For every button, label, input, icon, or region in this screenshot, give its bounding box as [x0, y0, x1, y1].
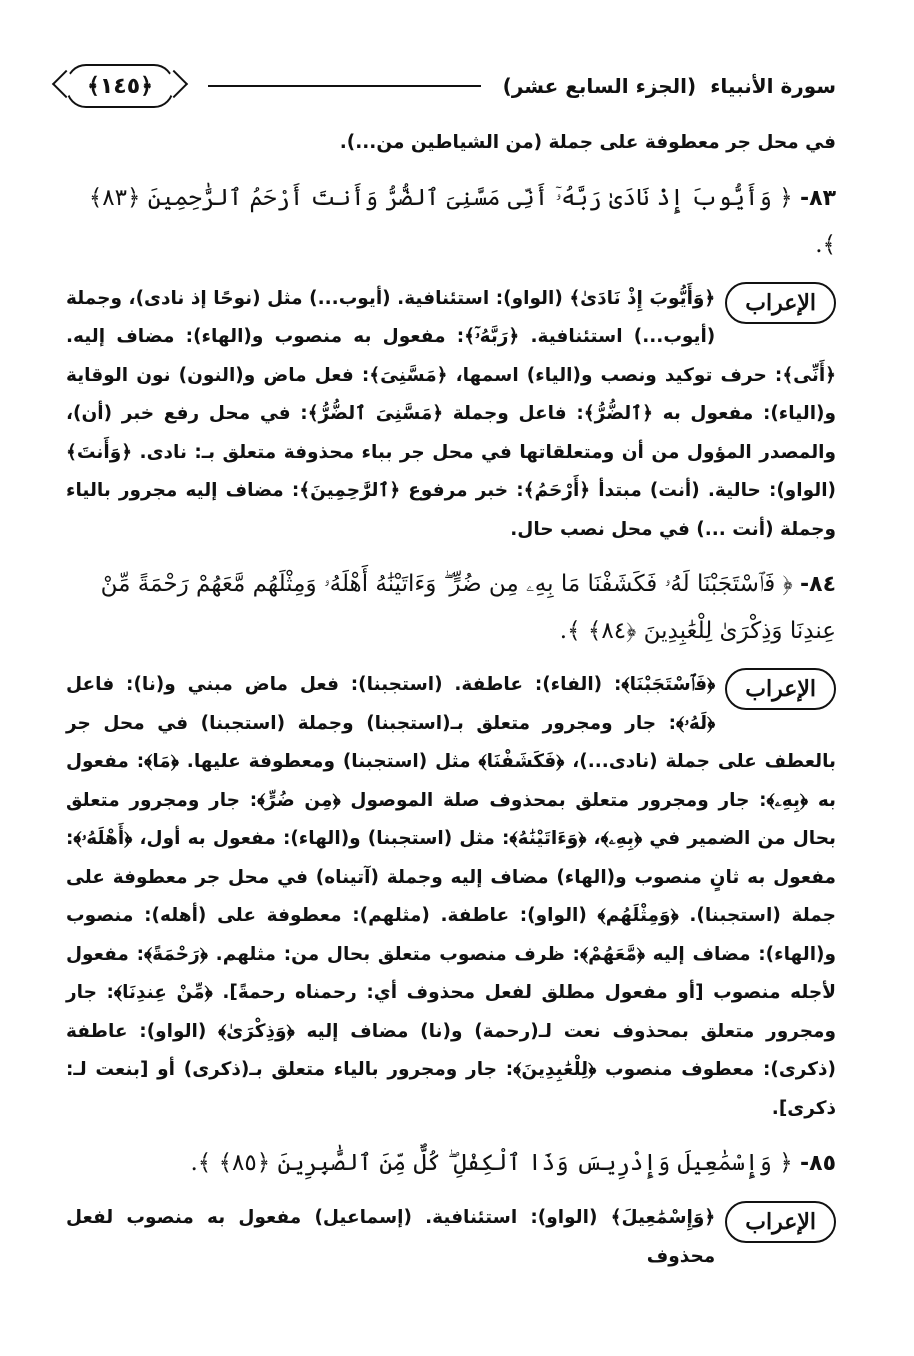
- irab-badge: الإعراب: [725, 668, 836, 710]
- verse-number: ٨٥-: [800, 1151, 836, 1176]
- verse-text: ﴿ وَأَيُّوبَ إِذْ نَادَىٰ رَبَّهُۥٓ أَنِّى مَسَّنِىَ ٱلضُّرُّ وَأَنتَ أَرْحَمُ ٱلرَّٰحِمِينَ ﴿٨٣﴾ ﴾.: [88, 184, 836, 258]
- irab-section-85: [66, 1199, 836, 1276]
- verse-number: ٨٤-: [800, 572, 836, 597]
- verse-number: ٨٣-: [800, 185, 836, 211]
- irab-section-84: [66, 666, 836, 1128]
- irab-badge: الإعراب: [725, 282, 836, 324]
- irab-badge: الإعراب: [725, 1201, 836, 1243]
- irab-text: ﴿وَأَيُّوبَ إِذْ نَادَىٰ﴾ (الواو): استئنافية. (أيوب...) مثل (نوحًا إذ نادى)، وجملة (أيوب...) استئنافية. ﴿رَبَّهُۥٓ﴾: مفعول به منصوب و(الهاء): مضاف إليه. ﴿أَنِّى﴾: حرف توكيد ونصب و(الياء) اسمها، ﴿مَسَّنِىَ﴾: فعل ماض و(النون) نون الوقاية و(الياء): مفعول به ﴿ٱلضُّرُّ﴾: فاعل وجملة ﴿مَسَّنِىَ ٱلضُّرُّ﴾: في محل رفع خبر (أن)، والمصدر المؤول من أن ومتعلقاتها في محل جر بباء محذوفة متعلق بـ: نادى. ﴿وَأَنتَ﴾ (الواو): حالية. (أنت) مبتدأ ﴿أَرْحَمُ﴾: خبر مرفوع ﴿ٱلرَّٰحِمِينَ﴾: مضاف إليه مجرور بالياء وجملة (أنت ...) في محل نصب حال.: [66, 287, 836, 540]
- verse-85: [66, 1140, 836, 1187]
- verse-83: [66, 175, 836, 268]
- irab-text: ﴿فَٱسْتَجَبْنَا﴾: (الفاء): عاطفة. (استجبنا): فعل ماض مبني و(نا): فاعل ﴿لَهُۥ﴾: جار ومجرور متعلق بـ(استجبنا) وجملة (استجبنا) في محل جر بالعطف على جملة (نادى...)، ﴿فَكَشَفْنَا﴾ مثل (استجبنا) ومعطوفة عليها. ﴿مَا﴾: مفعول به ﴿بِهِۦ﴾: جار ومجرور متعلق بمحذوف صلة الموصول ﴿مِن ضُرٍّ﴾: جار ومجرور متعلق بحال من الضمير في ﴿بِهِۦ﴾، ﴿وَءَاتَيْنَٰهُ﴾: مثل (استجبنا) و(الهاء): مفعول به أول، ﴿أَهْلَهُۥ﴾: مفعول به ثانٍ منصوب و(الهاء) مضاف إليه وجملة (آتيناه) في محل جر معطوفة على جملة (استجبنا). ﴿وَمِثْلَهُم﴾ (الواو): عاطفة. (مثلهم): معطوفة على (أهله): منصوب و(الهاء): مضاف إليه ﴿مَّعَهُمْ﴾: ظرف منصوب متعلق بحال من: مثلهم. ﴿رَحْمَةً﴾: مفعول لأجله منصوب [أو مفعول مطلق لفعل محذوف أي: رحمناه رحمةً]. ﴿مِّنْ عِندِنَا﴾: جار ومجرور متعلق بمحذوف نعت لـ(رحمة) و(نا) مضاف إليه ﴿وَذِكْرَىٰ﴾ (الواو): عاطفة (ذكرى): معطوف منصوب ﴿لِلْعَٰبِدِينَ﴾: جار ومجرور بالياء متعلق بـ(ذكرى) أو [بنعت لـ: ذكرى].: [66, 674, 836, 1119]
- header-rule: [208, 85, 481, 87]
- irab-section-83: [66, 280, 836, 550]
- surah-title: سورة الأنبياء: [710, 74, 836, 98]
- page-header: [66, 54, 836, 118]
- verse-text: ﴿ فَٱسْتَجَبْنَا لَهُۥ فَكَشَفْنَا مَا بِهِۦ مِن ضُرٍّ ۖ وَءَاتَيْنَٰهُ أَهْلَهُۥ وَمِثْلَهُم مَّعَهُمْ رَحْمَةً مِّنْ عِندِنَا وَذِكْرَىٰ لِلْعَٰبِدِينَ ﴿٨٤﴾ ﴾.: [100, 571, 836, 644]
- intro-paragraph: في محل جر معطوفة على جملة (من الشياطين من...).: [339, 132, 836, 153]
- irab-text: ﴿وَإِسْمَٰعِيلَ﴾ (الواو): استئنافية. (إسماعيل) مفعول به منصوب لفعل محذوف: [66, 1207, 716, 1267]
- verse-84: [66, 561, 836, 654]
- juz-label: (الجزء السابع عشر): [502, 74, 697, 98]
- verse-text: ﴿ وَإِسْمَٰعِيلَ وَإِدْرِيسَ وَذَا ٱلْكِفْلِ ۖ كُلٌّ مِّنَ ٱلصَّٰبِرِينَ ﴿٨٥﴾ ﴾.: [190, 1150, 793, 1176]
- page-number: ﴿١٤٥﴾: [86, 73, 154, 99]
- page-number-badge: [66, 64, 174, 108]
